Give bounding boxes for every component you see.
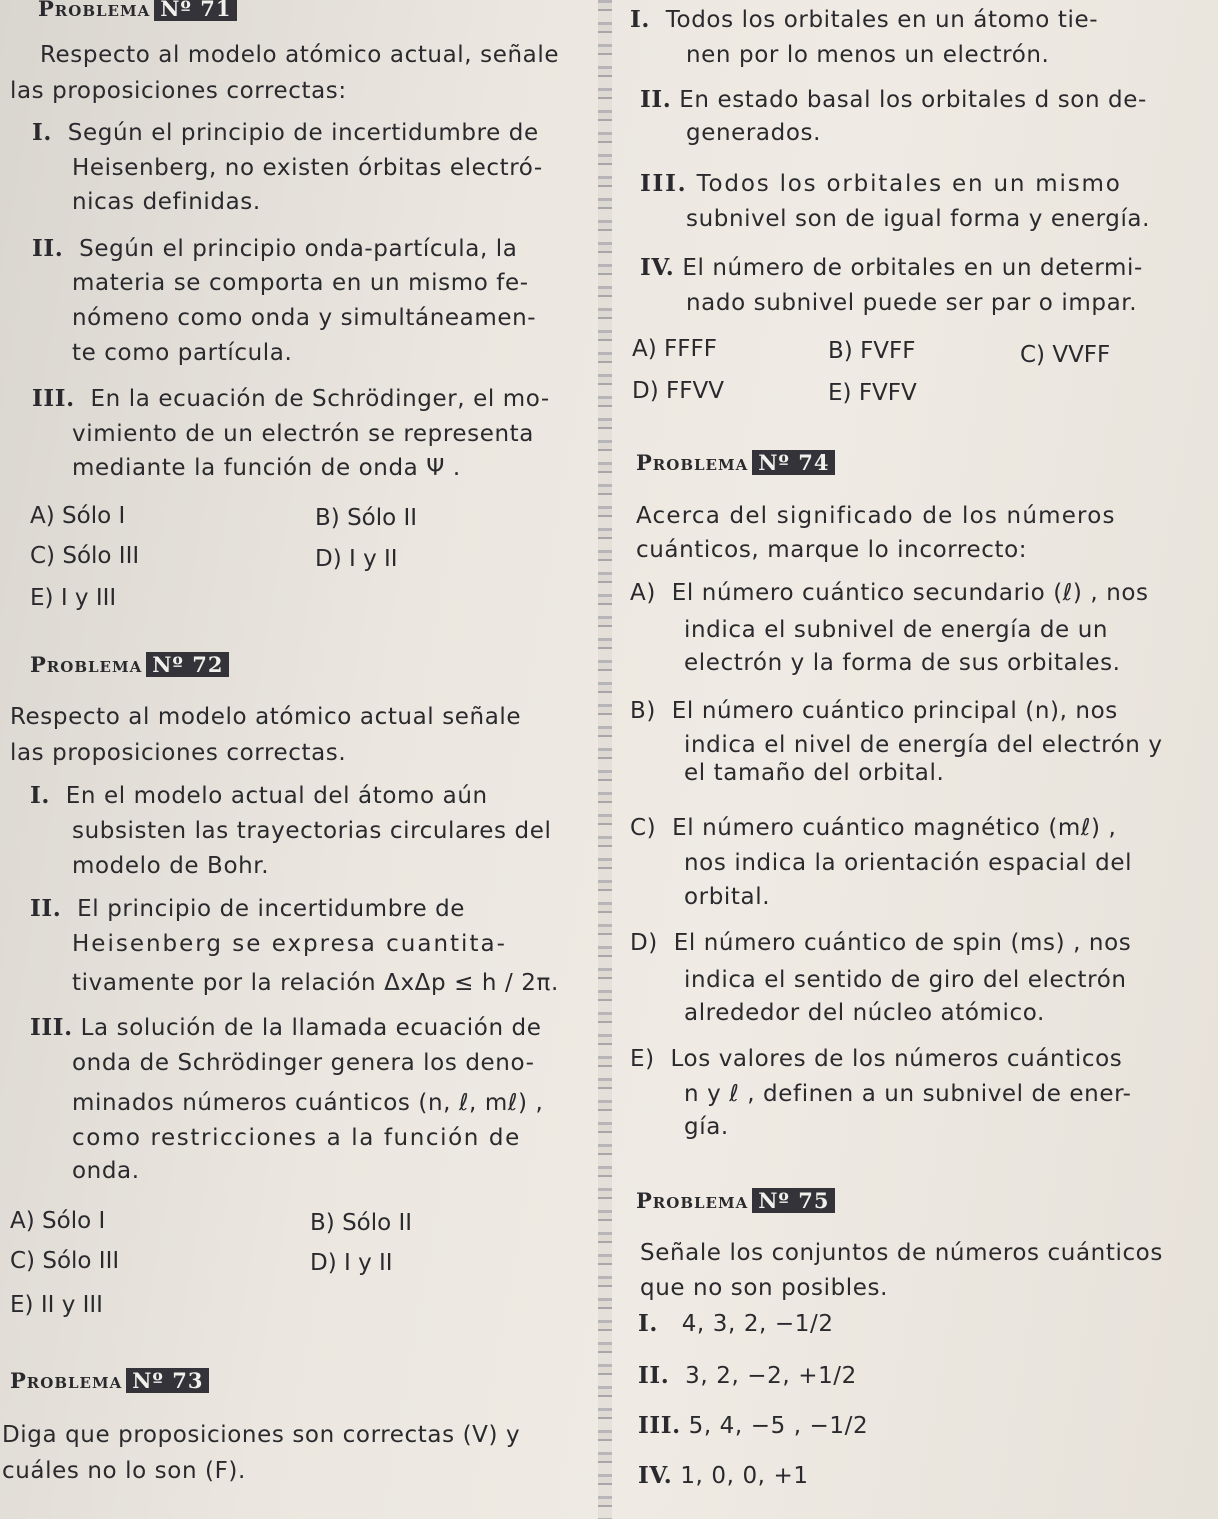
q74-option-a: A) El número cuántico secundario (ℓ) , nos xyxy=(630,580,1149,606)
q73-item-3: III. Todos los orbitales en un mismo xyxy=(640,170,1122,197)
q72-intro-2: las proposiciones correctas. xyxy=(10,740,347,766)
q73-option-d: D) FFVV xyxy=(632,378,724,404)
q73-item-2: II. En estado basal los orbitales d son de- xyxy=(640,86,1147,113)
q74-option-a-line-2: indica el subnivel de energía de un xyxy=(684,617,1109,643)
q74-option-c-line-2: nos indica la orientación espacial del xyxy=(684,850,1133,876)
q75-item-3: III. 5, 4, −5 , −1/2 xyxy=(638,1412,869,1439)
q72-item-2-line-3: tivamente por la relación ΔxΔp ≤ h / 2π. xyxy=(72,970,559,996)
q72-item-3-line-5: onda. xyxy=(72,1158,140,1184)
q71-item-1-line-2: Heisenberg, no existen órbitas electró- xyxy=(72,155,543,181)
q71-item-1: I. Según el principio de incertidumbre de xyxy=(32,119,539,146)
q71-item-2-line-2: materia se comporta en un mismo fe- xyxy=(72,270,529,296)
q74-option-a-line-3: electrón y la forma de sus orbitales. xyxy=(684,650,1121,676)
q74-option-c: C) El número cuántico magnético (mℓ) , xyxy=(630,815,1117,841)
q74-option-e-line-2: n y ℓ , definen a un subnivel de ener- xyxy=(684,1081,1132,1107)
q73-intro-2: cuáles no lo son (F). xyxy=(2,1458,246,1484)
q74-intro-2: cuánticos, marque lo incorrecto: xyxy=(636,537,1028,563)
q74-option-c-line-3: orbital. xyxy=(684,884,771,910)
q71-intro-1: Respecto al modelo atómico actual, señale xyxy=(40,42,560,68)
q72-item-2: II. El principio de incertidumbre de xyxy=(30,895,466,922)
q72-item-1: I. En el modelo actual del átomo aún xyxy=(30,782,488,809)
q73-option-e: E) FVFV xyxy=(828,380,917,406)
q71-item-2: II. Según el principio onda-partícula, la xyxy=(32,235,518,262)
q75-intro-2: que no son posibles. xyxy=(640,1275,889,1301)
q71-intro-2: las proposiciones correctas: xyxy=(10,78,347,104)
q72-item-3-line-3: minados números cuánticos (n, ℓ, mℓ) , xyxy=(72,1090,544,1116)
binding-spine xyxy=(598,0,612,1519)
q75-item-1: I. 4, 3, 2, −1/2 xyxy=(638,1310,834,1337)
q72-option-a: A) Sólo I xyxy=(10,1208,106,1234)
q72-option-d: D) I y II xyxy=(310,1250,393,1276)
q75-item-2: II. 3, 2, −2, +1/2 xyxy=(638,1362,857,1389)
q73-option-a: A) FFFF xyxy=(632,336,717,362)
q74-intro-1: Acerca del significado de los números xyxy=(636,503,1116,529)
q71-option-b: B) Sólo II xyxy=(315,505,418,531)
q71-item-3-line-2: vimiento de un electrón se representa xyxy=(72,421,534,447)
q73-item-1-line-2: nen por lo menos un electrón. xyxy=(686,42,1050,68)
q73-item-1: I. Todos los orbitales en un átomo tie- xyxy=(630,6,1099,33)
q72-item-1-line-3: modelo de Bohr. xyxy=(72,853,270,879)
q71-option-d: D) I y II xyxy=(315,546,398,572)
q74-option-b-line-2: indica el nivel de energía del electrón y xyxy=(684,732,1163,758)
q71-item-2-line-3: nómeno como onda y simultáneamen- xyxy=(72,305,537,331)
q73-item-3-line-2: subnivel son de igual forma y energía. xyxy=(686,206,1151,232)
q71-item-3-line-3: mediante la función de onda Ψ . xyxy=(72,455,461,481)
q72-item-1-line-2: subsisten las trayectorias circulares del xyxy=(72,818,552,844)
q74-option-e: E) Los valores de los números cuánticos xyxy=(630,1046,1123,1072)
q74-option-e-line-3: gía. xyxy=(684,1114,729,1140)
q74-option-b-line-3: el tamaño del orbital. xyxy=(684,760,945,786)
q73-item-4: IV. El número de orbitales en un determi- xyxy=(640,254,1143,281)
q73-item-2-line-2: generados. xyxy=(686,120,821,146)
q73-option-b: B) FVFF xyxy=(828,338,916,364)
q71-option-a: A) Sólo I xyxy=(30,503,126,529)
problem-71-header: Problema Nº 71 xyxy=(38,0,237,21)
q75-item-4: IV. 1, 0, 0, +1 xyxy=(638,1462,809,1489)
problem-74-header: Problema Nº 74 xyxy=(636,450,835,475)
q74-option-b: B) El número cuántico principal (n), nos xyxy=(630,698,1118,724)
problem-72-header: Problema Nº 72 xyxy=(30,652,229,677)
problem-73-header: Problema Nº 73 xyxy=(10,1368,209,1393)
problem-75-header: Problema Nº 75 xyxy=(636,1188,835,1213)
q74-option-d-line-3: alrededor del núcleo atómico. xyxy=(684,1000,1045,1026)
q73-item-4-line-2: nado subnivel puede ser par o impar. xyxy=(686,290,1138,316)
q72-item-2-line-2: Heisenberg se expresa cuantita- xyxy=(72,931,507,957)
q74-option-d-line-2: indica el sentido de giro del electrón xyxy=(684,967,1127,993)
q74-option-d: D) El número cuántico de spin (ms) , nos xyxy=(630,930,1132,956)
q72-item-3-line-4: como restricciones a la función de xyxy=(72,1125,521,1151)
q72-option-e: E) II y III xyxy=(10,1292,103,1318)
q72-item-3: III. La solución de la llamada ecuación de xyxy=(30,1014,542,1041)
q71-item-2-line-4: te como partícula. xyxy=(72,340,293,366)
q73-option-c: C) VVFF xyxy=(1020,342,1111,368)
q71-option-c: C) Sólo III xyxy=(30,543,140,569)
q71-item-3: III. En la ecuación de Schrödinger, el mo- xyxy=(32,385,550,412)
q75-intro-1: Señale los conjuntos de números cuánticos xyxy=(640,1240,1163,1266)
q72-intro-1: Respecto al modelo atómico actual señale xyxy=(10,704,522,730)
q71-item-1-line-3: nicas definidas. xyxy=(72,189,261,215)
q73-intro-1: Diga que proposiciones son correctas (V) y xyxy=(2,1422,521,1448)
q71-option-e: E) I y III xyxy=(30,585,117,611)
q72-option-b: B) Sólo II xyxy=(310,1210,413,1236)
q72-item-3-line-2: onda de Schrödinger genera los deno- xyxy=(72,1050,535,1076)
q72-option-c: C) Sólo III xyxy=(10,1248,120,1274)
